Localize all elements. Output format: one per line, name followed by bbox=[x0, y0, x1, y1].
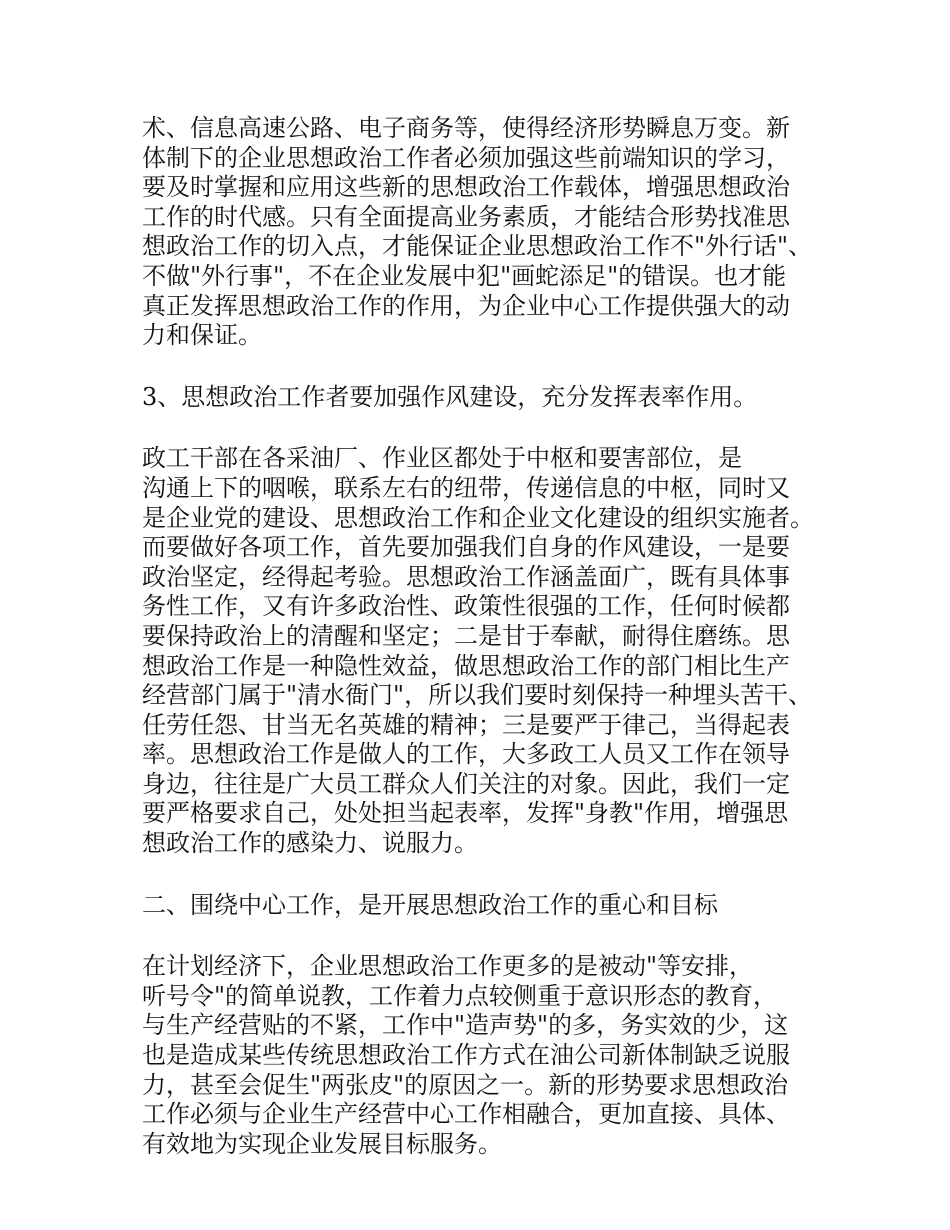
section-heading-3: 3、思想政治工作者要加强作风建设，充分发挥表率作用。 bbox=[142, 382, 758, 411]
paragraph-gap bbox=[142, 351, 814, 383]
paragraph-gap bbox=[142, 859, 814, 891]
paragraph-gap bbox=[142, 920, 814, 952]
paragraph-gap bbox=[142, 412, 814, 444]
paragraph-work-style: 政工干部在各采油厂、作业区都处于中枢和要害部位，是 沟通上下的咽喉，联系左右的纽带，传递信息的中枢，同时又 是企业党的建设、思想政治工作和企业文化建设的组织实施者。 而要做好各项工作，首先要加强我们自身的作风建设，一是要 政治坚定，经得起考验。思想政治工作涵盖面广，既有具体事 务性工作，又有许多政治性、政策性很强的工作，任何时候都 要保持政治上的清醒和坚定；二是甘于奉献，耐得住磨练。思 想政治工作是一种隐性效益，做思想政治工作的部门相比生产 经营部门属于"清水衙门"，所以我们要时刻保持一种埋头苦干、 任劳任怨、甘当无名英雄的精神；三是要严于律己，当得起表 率。思想政治工作是做人的工作，大多政工人员又工作在领导 身边，往往是广大员工群众人们关注的对象。因此，我们一定 要严格要求自己，处处担当起表率，发挥"身教"作用，增强思 想政治工作的感染力、说服力。 bbox=[142, 444, 814, 858]
paragraph-planned-economy: 在计划经济下，企业思想政治工作更多的是被动"等安排， 听号令"的简单说教，工作着力点较侧重于意识形态的教育， 与生产经营贴的不紧，工作中"造声势"的多，务实效的少，这 也是造成某些传统思想政治工作方式在油公司新体制缺乏说服 力，甚至会促生"两张皮"的原因之一。新的形势要求思想政治 工作必须与企业生产经营中心工作相融合，更加直接、具体、 有效地为实现企业发展目标服务。 bbox=[142, 952, 790, 1158]
section-heading-two: 二、围绕中心工作，是开展思想政治工作的重心和目标 bbox=[142, 890, 718, 919]
document-body bbox=[142, 114, 814, 1159]
paragraph-continuation: 术、信息高速公路、电子商务等，使得经济形势瞬息万变。新 体制下的企业思想政治工作者必须加强这些前端知识的学习， 要及时掌握和应用这些新的思想政治工作载体，增强思想政治 工作的时代感。只有全面提高业务素质，才能结合形势找准思 想政治工作的切入点，才能保证企业思想政治工作不"外行话"、 不做"外行事"，不在企业发展中犯"画蛇添足"的错误。也才能 真正发挥思想政治工作的作用，为企业中心工作提供强大的动 力和保证。 bbox=[142, 114, 813, 350]
